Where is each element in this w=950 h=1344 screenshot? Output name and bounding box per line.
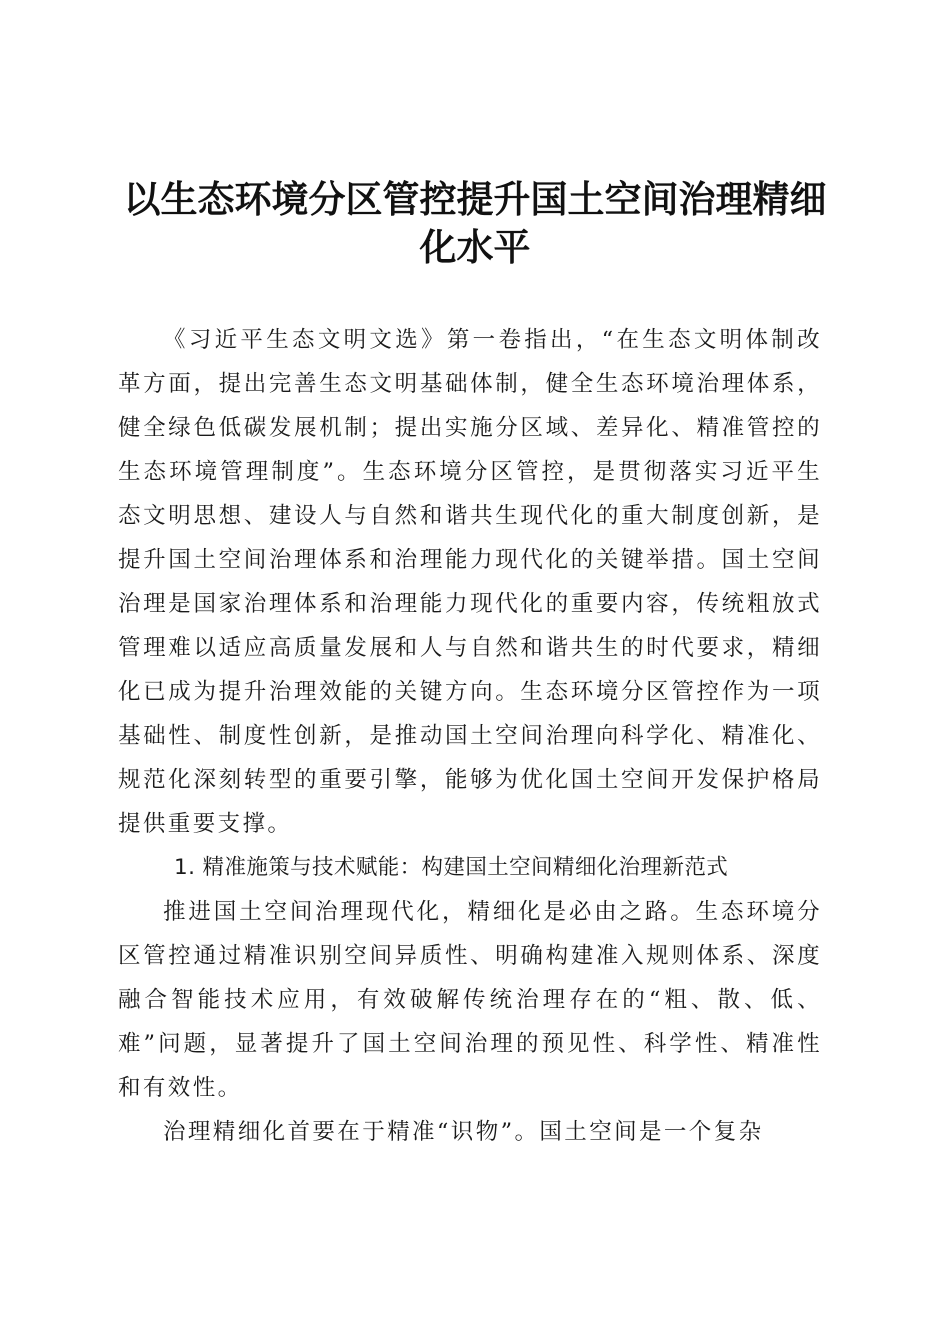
document-title: 以生态环境分区管控提升国土空间治理精细化水平 [123,178,827,269]
section-heading: 1. 精准施策与技术赋能：构建国土空间精细化治理新范式 [174,855,729,880]
document-body [118,318,822,1154]
intro-paragraph: 《习近平生态文明文选》第一卷指出，“在生态文明体制改革方面，提出完善生态文明基础体制，健全生态环境治理体系，健全绿色低碳发展机制；提出实施分区域、差异化、精准管控的生态环境管理制度”。生态环境分区管控，是贯彻落实习近平生态文明思想、建设人与自然和谐共生现代化的重大制度创新，是提升国土空间治理体系和治理能力现代化的关键举措。国土空间治理是国家治理体系和治理能力现代化的重要内容，传统粗放式管理难以适应高质量发展和人与自然和谐共生的时代要求，精细化已成为提升治理效能的关键方向。生态环境分区管控作为一项基础性、制度性创新，是推动国土空间治理向科学化、精准化、规范化深刻转型的重要引擎，能够为优化国土空间开发保护格局提供重要支撑。 [118,327,822,837]
body-paragraph: 治理精细化首要在于精准“识物”。国土空间是一个复杂 [163,1119,764,1145]
body-paragraph: 推进国土空间治理现代化，精细化是必由之路。生态环境分区管控通过精准识别空间异质性、明确构建准入规则体系、深度融合智能技术应用，有效破解传统治理存在的“粗、散、低、难”问题，显著提升了国土空间治理的预见性、科学性、精准性和有效性。 [118,899,822,1101]
